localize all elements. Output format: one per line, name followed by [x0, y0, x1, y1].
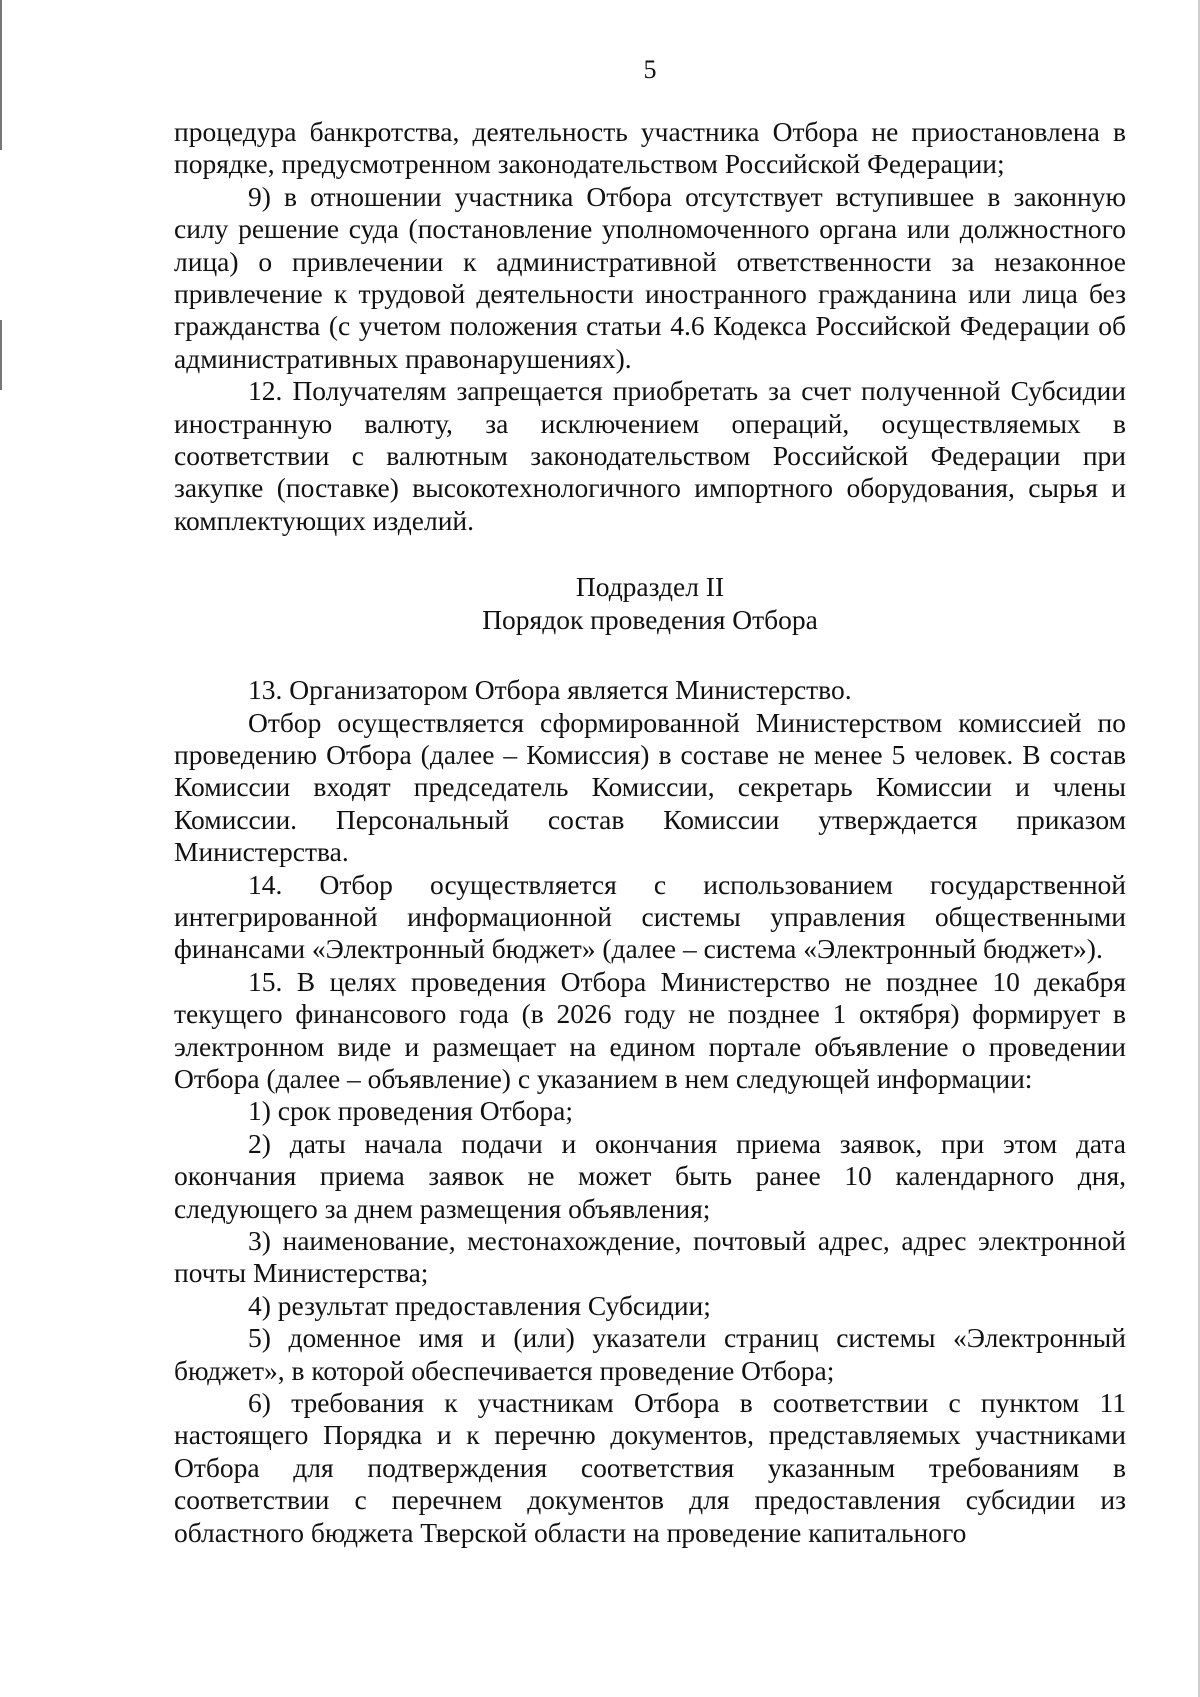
list-item-5: 5) доменное имя и (или) указатели страниц системы «Электронный бюджет», в которой обеспечивается проведение Отбора;	[174, 1322, 1126, 1386]
subsection-label: Подраздел II	[575, 571, 725, 603]
paragraph-15: 15. В целях проведения Отбора Министерство не позднее 10 декабря текущего финансового года (в 2026 году не позднее 1 октября) формирует в электронном виде и размещает на едином портале объявление о проведении Отбора (далее – объявление) с указанием в нем следующей информации:	[174, 965, 1126, 1094]
page-number: 5	[643, 55, 657, 84]
paragraph-13: 13. Организатором Отбора является Министерство.	[248, 674, 852, 706]
paragraph-14: 14. Отбор осуществляется с использованием государственной интегрированной информационной системы управления общественными финансами «Электронный бюджет» (далее – система «Электронный бюджет»).	[174, 868, 1126, 965]
paragraph-continuation: процедура банкротства, деятельность участника Отбора не приостановлена в порядке, предусмотренном законодательством Российской Федерации;	[174, 116, 1126, 180]
list-item-1: 1) срок проведения Отбора;	[248, 1095, 573, 1127]
paragraph-12: 12. Получателям запрещается приобретать за счет полученной Субсидии иностранную валюту, за исключением операций, осуществляемых в соответствии с валютным законодательством Российской Федерации при закупке (поставке) высокотехнологичного импортного оборудования, сырья и комплектующих изделий.	[174, 375, 1126, 536]
body-text-after-subsection	[174, 674, 1126, 1549]
list-item-3: 3) наименование, местонахождение, почтовый адрес, адрес электронной почты Министерства;	[174, 1225, 1126, 1289]
list-item-6: 6) требования к участникам Отбора в соответствии с пунктом 11 настоящего Порядка и к перечню документов, представляемых участниками Отбора для подтверждения соответствия указанным требованиям в соответствии с перечнем документов для предоставления субсидии из областного бюджета Тверской области на проведение капитального	[174, 1387, 1126, 1548]
list-item-4: 4) результат предоставления Субсидии;	[248, 1289, 711, 1321]
paragraph-item-9: 9) в отношении участника Отбора отсутствует вступившее в законную силу решение суда (постановление уполномоченного органа или должностного лица) о привлечении к административной ответственности за незаконное привлечение к трудовой деятельности иностранного гражданина или лица без гражданства (с учетом положения статьи 4.6 Кодекса Российской Федерации об административных правонарушениях).	[174, 180, 1126, 374]
document-page	[174, 54, 1126, 1549]
scan-margin-mark	[0, 320, 2, 390]
spacer	[174, 537, 1126, 571]
body-text-before-subsection	[174, 116, 1126, 537]
list-item-2: 2) даты начала подачи и окончания приема заявок, при этом дата окончания приема заявок не может быть ранее 10 календарного дня, следующего за днем размещения объявления;	[174, 1127, 1126, 1224]
scan-margin-mark	[0, 0, 2, 150]
paragraph-13-commission: Отбор осуществляется сформированной Министерством комиссией по проведению Отбора (далее – Комиссия) в составе не менее 5 человек. В состав Комиссии входят председатель Комиссии, секретарь Комиссии и члены Комиссии. Персональный состав Комиссии утверждается приказом Министерства.	[174, 706, 1126, 868]
spacer	[174, 636, 1126, 674]
subsection-title: Порядок проведения Отбора	[482, 603, 818, 635]
